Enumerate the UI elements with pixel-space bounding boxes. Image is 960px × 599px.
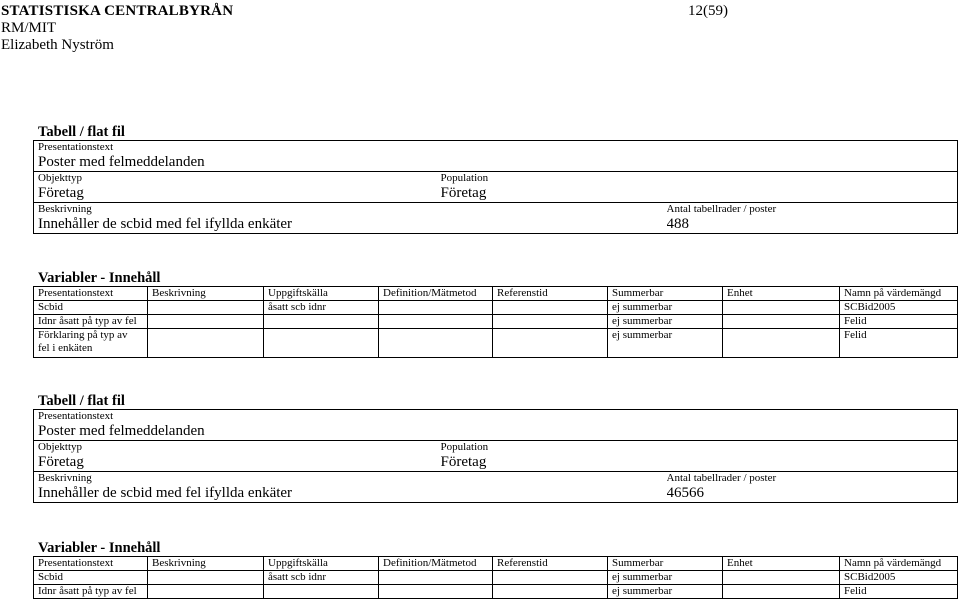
antal-rader-cell	[663, 203, 958, 234]
variable-cell	[264, 315, 379, 329]
variable-cell	[723, 301, 840, 315]
variable-row	[34, 585, 958, 599]
presentationstext-value: Poster med felmeddelanden	[38, 423, 205, 439]
author: Elizabeth Nyström	[1, 37, 114, 53]
meta-table	[33, 409, 958, 503]
table-description-2	[33, 393, 957, 503]
variable-cell: åsatt scb idnr	[264, 301, 379, 315]
variable-cell	[264, 329, 379, 358]
variable-cell	[148, 301, 264, 315]
organization-name: STATISTISKA CENTRALBYRÅN	[1, 3, 234, 19]
variable-row	[34, 571, 958, 585]
beskrivning-value: Innehåller de scbid med fel ifyllda enkäter	[38, 485, 293, 501]
variable-row	[34, 301, 958, 315]
variable-cell: Scbid	[34, 301, 148, 315]
variable-cell: Felid	[840, 329, 958, 358]
variables-table	[33, 286, 958, 358]
variable-cell	[379, 301, 493, 315]
variable-cell	[264, 585, 379, 599]
variables-table	[33, 556, 958, 599]
page-number: 12(59)	[688, 3, 728, 19]
variable-cell	[723, 585, 840, 599]
presentationstext-cell	[34, 410, 958, 441]
variable-cell	[379, 329, 493, 358]
column-header: Definition/Mätmetod	[379, 557, 493, 571]
variable-cell: Scbid	[34, 571, 148, 585]
column-header: Uppgiftskälla	[264, 557, 379, 571]
column-header: Namn på värdemängd	[840, 557, 958, 571]
column-header: Summerbar	[608, 557, 723, 571]
variable-cell: ej summerbar	[608, 571, 723, 585]
beskrivning-cell	[34, 472, 663, 503]
population-value: Företag	[440, 185, 487, 201]
variable-cell	[379, 315, 493, 329]
variables-title: Variabler - Innehåll	[38, 270, 161, 286]
variable-cell: Felid	[840, 315, 958, 329]
population-label: Population	[440, 172, 489, 184]
column-header: Definition/Mätmetod	[379, 287, 493, 301]
column-header: Beskrivning	[148, 287, 264, 301]
variable-cell	[493, 301, 608, 315]
variable-cell: ej summerbar	[608, 315, 723, 329]
beskrivning-label: Beskrivning	[38, 472, 92, 484]
antal-rader-value: 488	[666, 216, 689, 232]
variable-cell	[723, 571, 840, 585]
variable-cell	[493, 571, 608, 585]
column-header: Referenstid	[493, 287, 608, 301]
antal-rader-label: Antal tabellrader / poster	[666, 203, 777, 215]
variables-section-1	[33, 270, 957, 358]
objekttyp-value: Företag	[38, 454, 84, 470]
column-header: Enhet	[723, 557, 840, 571]
column-header: Beskrivning	[148, 557, 264, 571]
variables-header-row	[34, 557, 958, 571]
variable-cell	[493, 329, 608, 358]
variable-row	[34, 315, 958, 329]
variable-cell	[148, 329, 264, 358]
variables-header-row	[34, 287, 958, 301]
beskrivning-cell	[34, 203, 663, 234]
objekttyp-cell	[34, 441, 437, 472]
variables-section-2	[33, 540, 957, 599]
variable-cell: SCBid2005	[840, 301, 958, 315]
column-header: Enhet	[723, 287, 840, 301]
population-cell	[437, 172, 958, 203]
population-value: Företag	[440, 454, 487, 470]
variable-cell: Idnr åsatt på typ av fel	[34, 585, 148, 599]
variable-cell: ej summerbar	[608, 585, 723, 599]
column-header: Referenstid	[493, 557, 608, 571]
variable-cell	[493, 585, 608, 599]
objekttyp-value: Företag	[38, 185, 84, 201]
variable-cell	[493, 315, 608, 329]
antal-rader-cell	[663, 472, 958, 503]
beskrivning-value: Innehåller de scbid med fel ifyllda enkäter	[38, 216, 293, 232]
meta-table	[33, 140, 958, 234]
column-header: Summerbar	[608, 287, 723, 301]
variable-cell	[148, 585, 264, 599]
variable-cell: SCBid2005	[840, 571, 958, 585]
antal-rader-label: Antal tabellrader / poster	[666, 472, 777, 484]
objekttyp-label: Objekttyp	[38, 172, 82, 184]
presentationstext-label: Presentationstext	[38, 141, 114, 153]
variable-cell	[148, 571, 264, 585]
population-cell	[437, 441, 958, 472]
column-header: Uppgiftskälla	[264, 287, 379, 301]
antal-rader-value: 46566	[666, 485, 704, 501]
variable-cell	[723, 329, 840, 358]
variable-cell: ej summerbar	[608, 301, 723, 315]
objekttyp-cell	[34, 172, 437, 203]
variable-cell: Felid	[840, 585, 958, 599]
section-title: Tabell / flat fil	[38, 124, 125, 140]
column-header: Presentationstext	[34, 287, 148, 301]
table-description-1	[33, 124, 957, 234]
column-header: Namn på värdemängd	[840, 287, 958, 301]
objekttyp-label: Objekttyp	[38, 441, 82, 453]
variable-cell	[379, 585, 493, 599]
variable-cell: åsatt scb idnr	[264, 571, 379, 585]
presentationstext-value: Poster med felmeddelanden	[38, 154, 205, 170]
variable-cell: Förklaring på typ av fel i enkäten	[34, 329, 148, 358]
population-label: Population	[440, 441, 489, 453]
variable-cell	[148, 315, 264, 329]
column-header: Presentationstext	[34, 557, 148, 571]
beskrivning-label: Beskrivning	[38, 203, 92, 215]
variable-cell: Idnr åsatt på typ av fel	[34, 315, 148, 329]
department: RM/MIT	[1, 20, 57, 36]
variables-title: Variabler - Innehåll	[38, 540, 161, 556]
variable-row	[34, 329, 958, 358]
variable-cell: ej summerbar	[608, 329, 723, 358]
presentationstext-label: Presentationstext	[38, 410, 114, 422]
variable-cell	[379, 571, 493, 585]
presentationstext-cell	[34, 141, 958, 172]
variable-cell	[723, 315, 840, 329]
section-title: Tabell / flat fil	[38, 393, 125, 409]
